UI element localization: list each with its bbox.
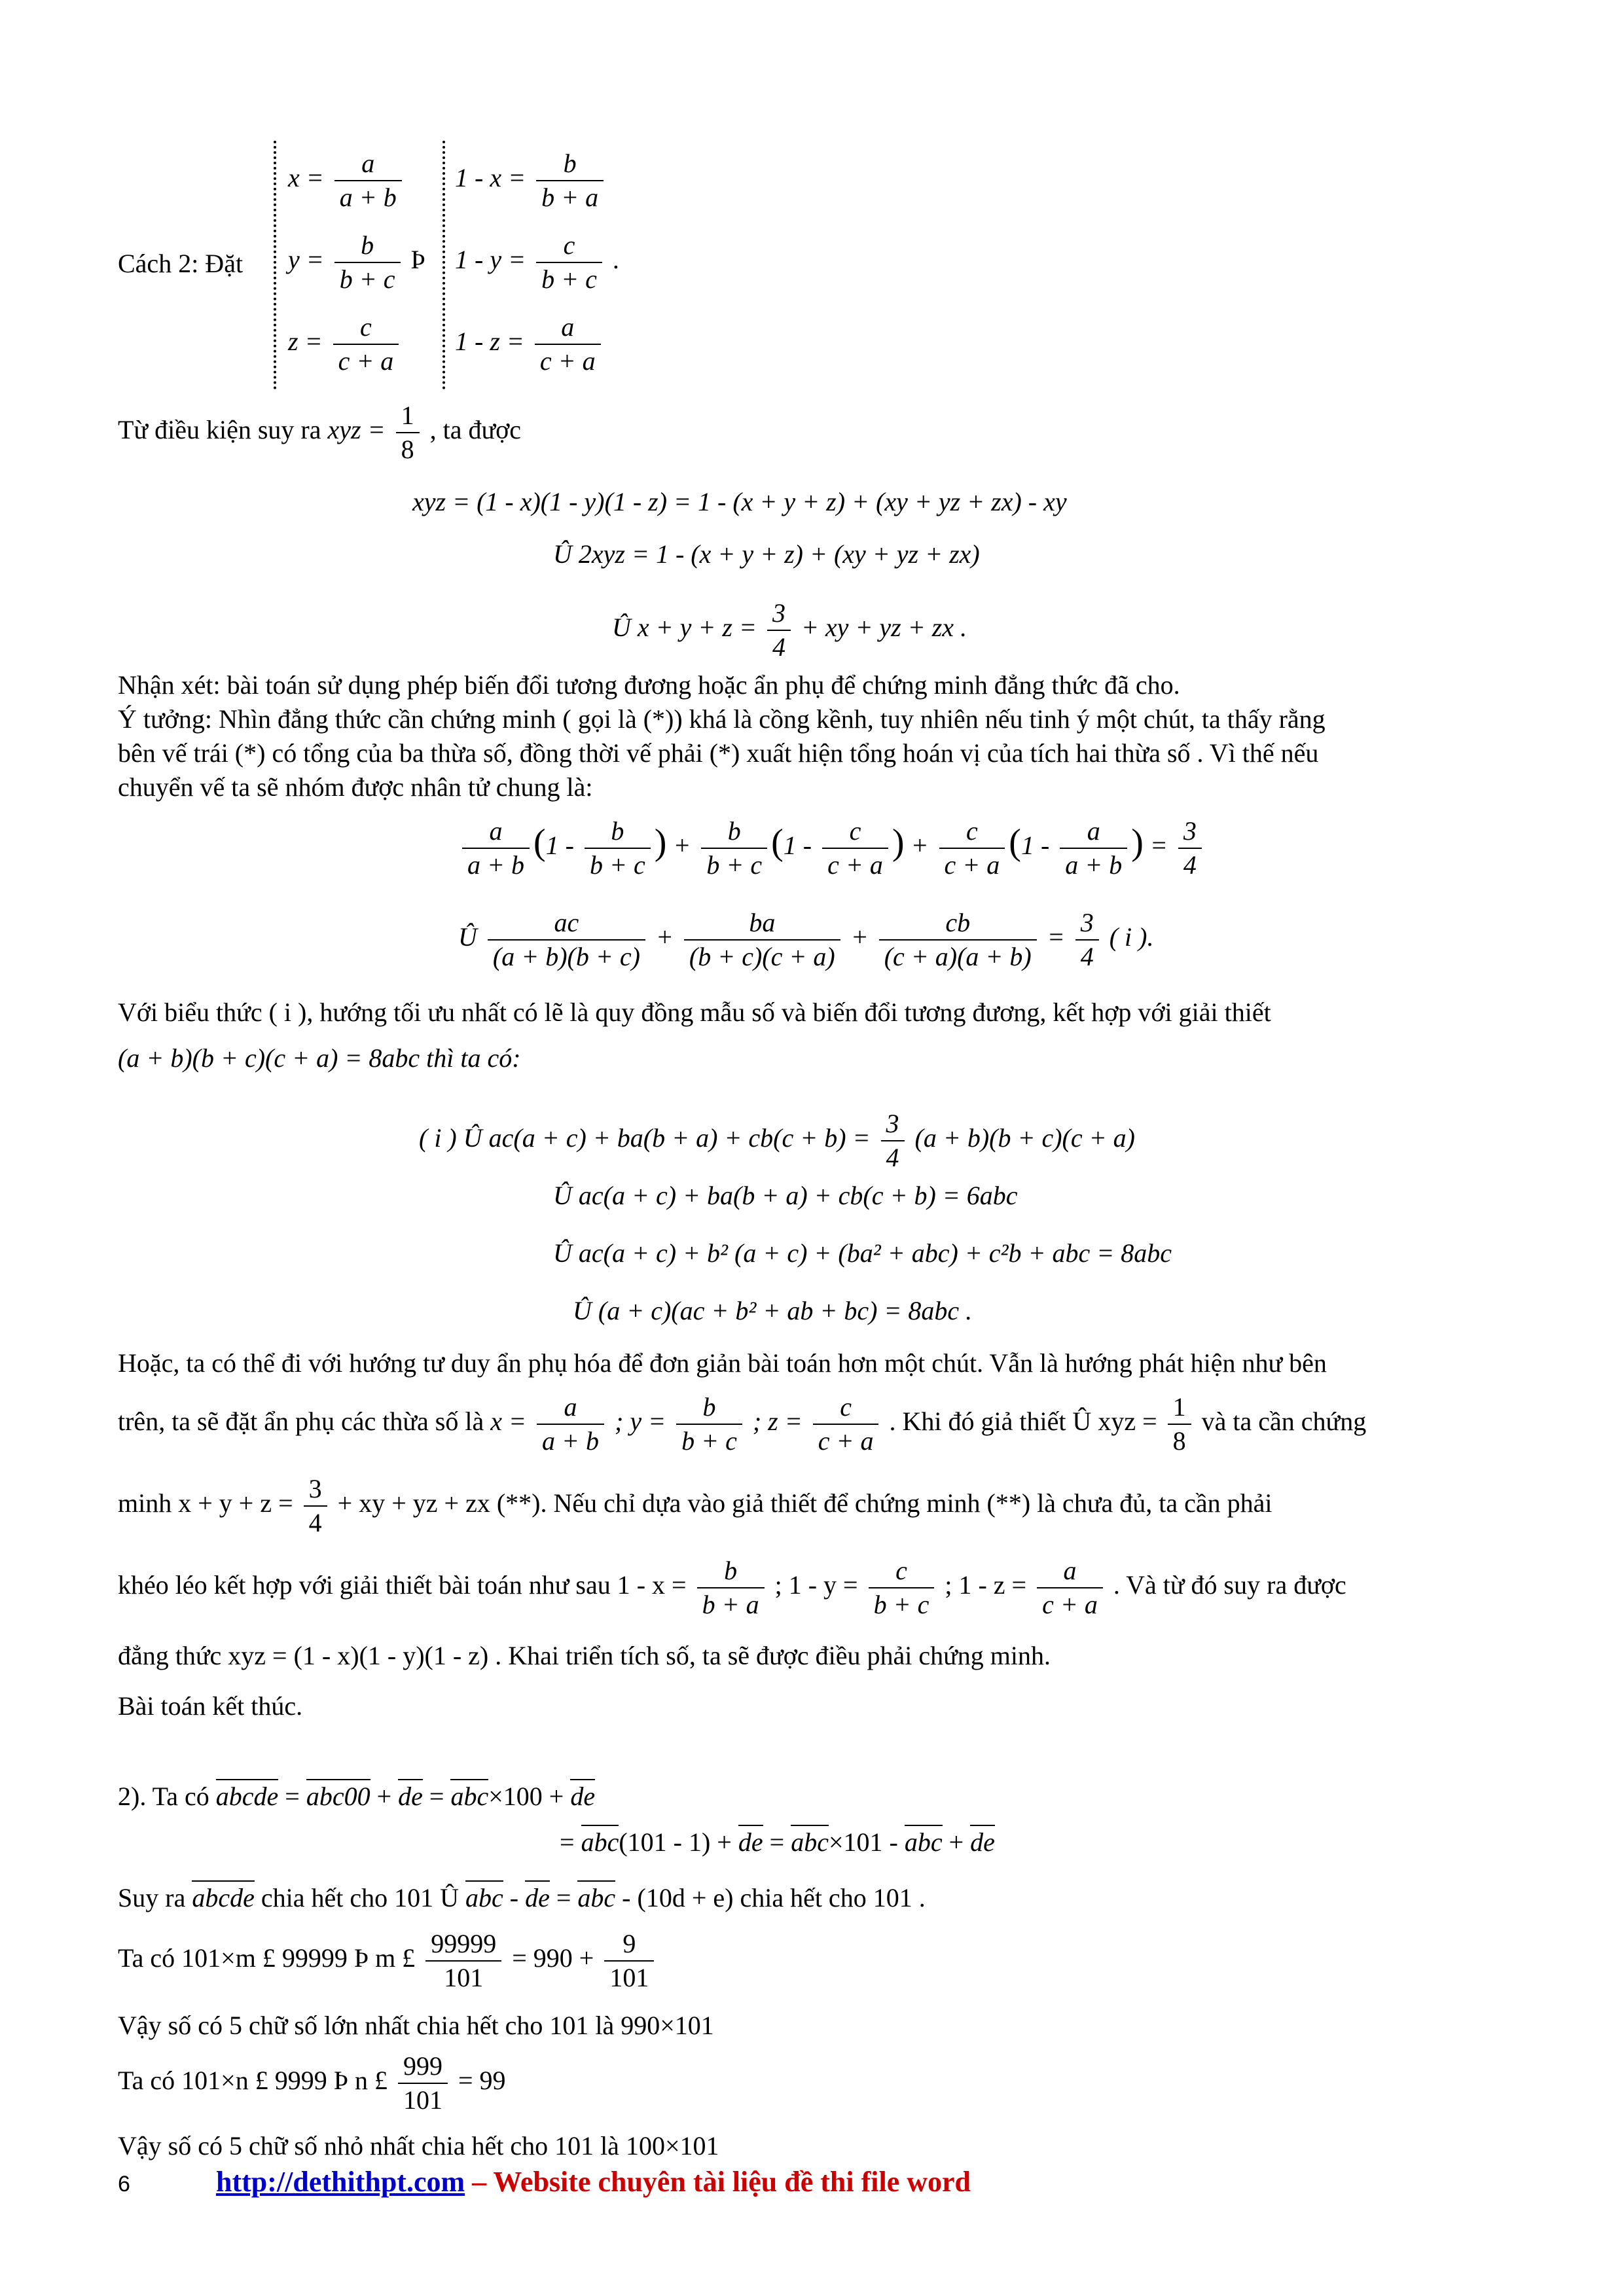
equation-6: ( i ) Û ac(a + c) + ba(b + a) + cb(c + b) = $\frac{3}{4}$ (a + b)(b + c)(c + a) [419, 1109, 1135, 1172]
footer-separator: – [465, 2166, 494, 2198]
p2-line-1: 2). Ta có abcde = abc00 + de = abc×100 + de [118, 1780, 595, 1813]
p2-line-4: Ta có 101×m £ 99999 Þ m £ $\frac{99999}{101}$ = 990 + $\frac{9}{101}$ [118, 1928, 658, 1994]
ket-thuc: Bài toán kết thúc. [118, 1691, 303, 1721]
voi-line-1: Với biểu thức ( i ), hướng tối ưu nhất có lẽ là quy đồng mẫu số và biến đổi tương đương, kết hợp với giải thiết [118, 997, 1271, 1027]
sys1-row-2: y = $\frac{b}{b + c}$ Þ [288, 230, 425, 294]
equation-3: Û x + y + z = $\frac{3}{4}$ + xy + yz + zx . [612, 598, 967, 662]
hoac-line: Hoặc, ta có thể đi với hướng tư duy ẩn phụ hóa để đơn giản bài toán hơn một chút. Vẫn là hướng phát hiện như bên [118, 1348, 1327, 1378]
kheo-line: khéo léo kết hợp với giải thiết bài toán như sau 1 - x = $\frac{b}{b + a}$ ; 1 - y = $\frac{c}{b + c}$ ; 1 - z = $\frac{a}{c + a}$ . Và từ đó suy ra được [118, 1556, 1346, 1619]
p2-line-5: Vậy số có 5 chữ số lớn nhất chia hết cho 101 là 990×101 [118, 2011, 714, 2040]
sys1-row-3: z = $\frac{c}{c + a}$ [288, 311, 403, 378]
equation-4: $\frac{a}{a + b}$ (1 - $\frac{b}{b + c}$ ) + $\frac{b}{b + c}$ (1 - $\frac{c}{c + a}$ ) + $\frac{c}{c + a}$ (1 - $\frac{a}{a + b}$ ) = $\frac{3}{4}$ [458, 815, 1206, 882]
p2-line-2: = abc(101 - 1) + de = abc×101 - abc + de [560, 1826, 995, 1859]
footer [216, 2165, 971, 2198]
tren-line: trên, ta sẽ đặt ẩn phụ các thừa số là x = $\frac{a}{a + b}$ ; y = $\frac{b}{b + c}$ ; z = $\frac{c}{c + a}$ . Khi đó giả thiết Û xyz = $\frac{1}{8}$ và ta cần chứng [118, 1392, 1367, 1456]
left-brace [274, 141, 283, 389]
right-brace [442, 141, 452, 389]
website-link[interactable]: http://dethithpt.com [216, 2166, 465, 2198]
nhan-xet: Nhận xét: bài toán sử dụng phép biến đổi tương đương hoặc ẩn phụ để chứng minh đẳng thức đã cho. [118, 670, 1180, 700]
sys1-row-1: x = $\frac{a}{a + b}$ [288, 147, 406, 214]
page-number: 6 [118, 2172, 130, 2197]
y-tuong-line-1: Ý tưởng: Nhìn đẳng thức cần chứng minh ( gọi là (*)) khá là cồng kềnh, tuy nhiên nếu tinh ý một chút, ta thấy rằng [118, 704, 1326, 734]
equation-2: Û 2xyz = 1 - (x + y + z) + (xy + yz + zx) [553, 539, 980, 569]
equation-5: Û $\frac{ac}{(a + b)(b + c)}$ + $\frac{ba}{(b + c)(c + a)}$ + $\frac{cb}{(c + a)(a + b)}$ = $\frac{3}{4}$ ( i ). [458, 908, 1154, 971]
sys2-row-2: 1 - y = $\frac{c}{b + c}$ . [455, 230, 619, 294]
footer-tagline: Website chuyên tài liệu đề thi file word [493, 2166, 971, 2198]
voi-line-2: (a + b)(b + c)(c + a) = 8abc thì ta có: [118, 1043, 521, 1073]
equation-8: Û ac(a + c) + b² (a + c) + (ba² + abc) + c²b + abc = 8abc [553, 1238, 1172, 1268]
p2-line-3: Suy ra abcde chia hết cho 101 Û abc - de = abc - (10d + e) chia hết cho 101 . [118, 1882, 926, 1914]
sys2-row-3: 1 - z = $\frac{a}{c + a}$ [455, 311, 605, 378]
cach2-label: Cách 2: Đặt [118, 249, 244, 278]
condition-line: Từ điều kiện suy ra xyz = $\frac{1}{8}$ , ta được [118, 401, 522, 464]
sys2-row-1: 1 - x = $\frac{b}{b + a}$ [455, 147, 607, 214]
dang-thuc-line: đẳng thức xyz = (1 - x)(1 - y)(1 - z) . Khai triển tích số, ta sẽ được điều phải chứng minh. [118, 1641, 1051, 1670]
equation-1: xyz = (1 - x)(1 - y)(1 - z) = 1 - (x + y + z) + (xy + yz + zx) - xy [412, 487, 1067, 516]
p2-line-6: Ta có 101×n £ 9999 Þ n £ $\frac{999}{101}$ = 99 [118, 2051, 506, 2115]
equation-9: Û (a + c)(ac + b² + ab + bc) = 8abc . [573, 1296, 973, 1325]
y-tuong-line-3: chuyển vế ta sẽ nhóm được nhân tử chung là: [118, 772, 593, 802]
equation-7: Û ac(a + c) + ba(b + a) + cb(c + b) = 6abc [553, 1181, 1018, 1210]
minh-line: minh x + y + z = $\frac{3}{4}$ + xy + yz + zx (**). Nếu chỉ dựa vào giả thiết để chứng minh (**) là chưa đủ, ta cần phải [118, 1474, 1272, 1537]
y-tuong-line-2: bên vế trái (*) có tổng của ba thừa số, đồng thời vế phải (*) xuất hiện tổng hoán vị của tích hai thừa số . Vì thế nếu [118, 738, 1319, 768]
p2-line-7: Vậy số có 5 chữ số nhỏ nhất chia hết cho 101 là 100×101 [118, 2131, 719, 2161]
